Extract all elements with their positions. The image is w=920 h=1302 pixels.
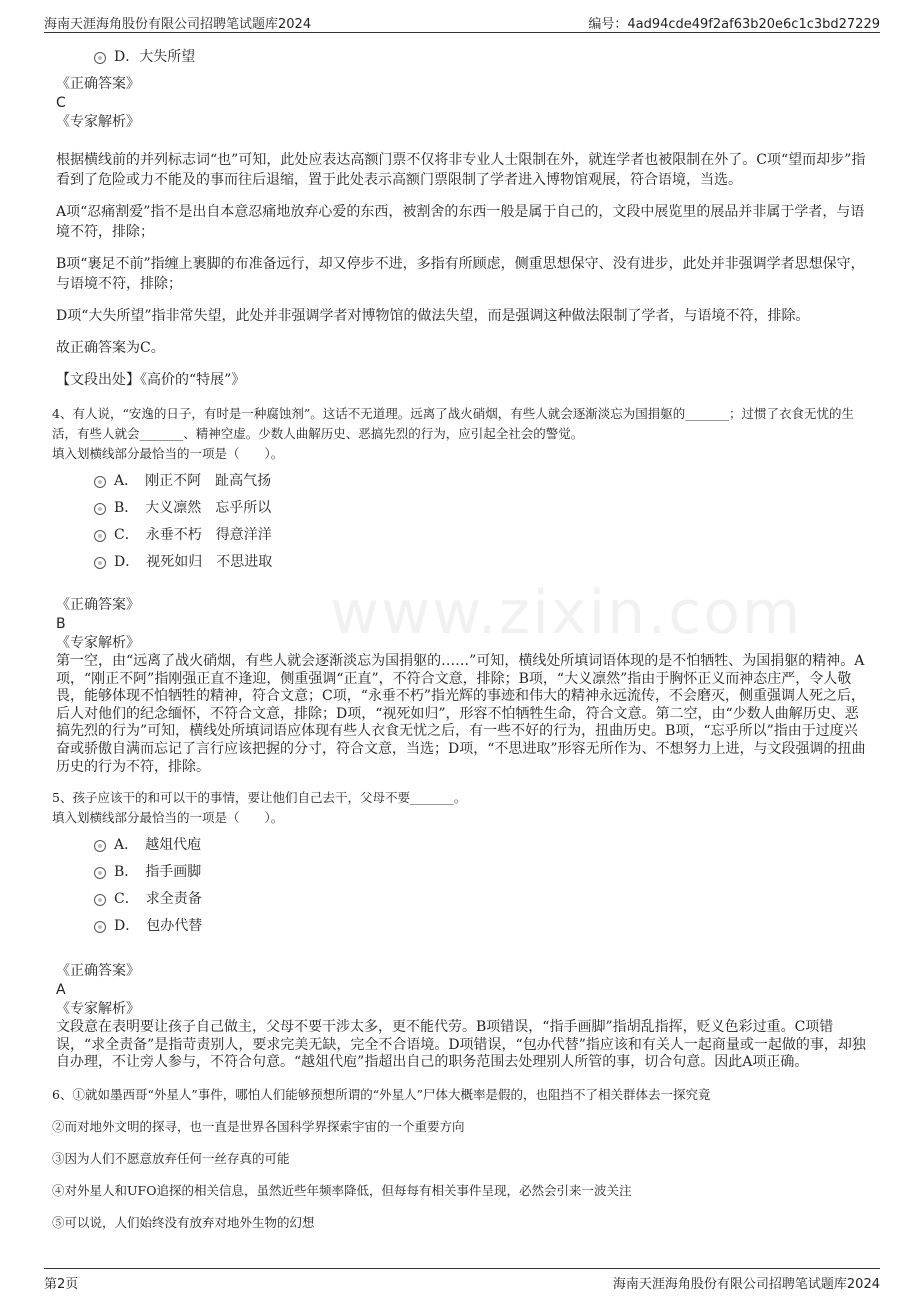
q3-source: 【文段出处】《高价的“特展”》 [56,372,246,388]
option-label: B． 指手画脚 [114,864,202,881]
q5-option-b[interactable] [94,859,868,886]
q3-analysis-p1: 根据横线前的并列标志词“也”可知，此处应表达高额门票不仅将非专业人士限制在外，就连学者也被限制在外了。C项“望而却步”指看到了危险或力不能及的事而往后退缩，置于此处表示高额门票限制了学者进入博物馆观展，符合语境，当选。 [56,152,866,188]
option-label: C． 永垂不朽 得意洋洋 [114,527,272,543]
q6-sentence-5: ⑤可以说，人们始终没有放弃对地外生物的幻想 [52,1214,315,1230]
radio-icon[interactable] [94,894,106,906]
q4-option-b[interactable] [94,495,868,522]
option-label: D．大失所望 [114,49,196,65]
q3-analysis-p2: A项“忍痛割爱”指不是出自本意忍痛地放弃心爱的东西，被割舍的东西一般是属于自己的，文段中展览里的展品并非属于学者，与语境不符，排除； [56,204,865,240]
option-label: D． 包办代替 [114,918,203,935]
q3-option-d[interactable] [94,44,868,71]
radio-icon[interactable] [94,52,106,64]
q6-sentence-4: ④对外星人和UFO追探的相关信息，虽然近些年频率降低，但每每有相关事件呈现，必然会引来一波关注 [52,1182,632,1198]
option-label: B． 大义凛然 忘乎所以 [114,500,272,516]
footer-title: 海南天涯海角股份有限公司招聘笔试题库2024 [612,1277,880,1292]
q6-sentence-2: ②而对地外文明的探寻，也一直是世界各国科学界探索宇宙的一个重要方向 [52,1118,465,1134]
q4-answer: B [56,616,66,632]
radio-icon[interactable] [94,530,106,542]
radio-icon[interactable] [94,840,106,852]
radio-icon[interactable] [94,921,106,933]
page-header [44,10,880,33]
q4-option-a[interactable] [94,468,868,495]
header-code: 编号：4ad94cde49f2af63b20e6c1c3bd27229 [588,17,880,32]
header-title: 海南天涯海角股份有限公司招聘笔试题库2024 [44,17,312,32]
q5-prompt: 填入划横线部分最恰当的一项是（ ）。 [52,810,284,826]
q3-analysis-p5: 故正确答案为C。 [56,340,165,356]
option-label: A． 越俎代庖 [114,837,202,854]
page-content [52,44,868,1232]
q5-answer: A [56,982,66,999]
q6-sentence-1: 6、①就如墨西哥“外星人”事件，哪怕人们能够预想所谓的“外星人”尸体大概率是假的，也阻挡不了相关群体去一探究竟 [52,1086,711,1102]
q3-answer-label: 《正确答案》 [56,76,140,92]
page-footer [44,1268,880,1293]
q4-option-d[interactable] [94,549,868,576]
q4-stem: 4、有人说，“安逸的日子，有时是一种腐蚀剂”。这话不无道理。远离了战火硝烟，有些人就会逐渐淡忘为国捐躯的_______；过惯了衣食无忧的生活，有些人就会_______、精神空虚。少数人曲解历史、恶搞先烈的行为，应引起全社会的警觉。 [52,406,854,441]
watermark: www.zixin.com [330,578,803,648]
q5-analysis-label: 《专家解析》 [56,1001,140,1018]
radio-icon[interactable] [94,557,106,569]
radio-icon[interactable] [94,476,106,488]
q4-analysis-label: 《专家解析》 [56,635,140,651]
q5-option-c[interactable] [94,886,868,913]
footer-page-number: 第2页 [44,1277,79,1292]
q4-prompt: 填入划横线部分最恰当的一项是（ ）。 [52,446,284,461]
q3-analysis-p4: D项“大失所望”指非常失望，此处并非强调学者对博物馆的做法失望，而是强调这种做法限制了学者，与语境不符，排除。 [56,308,810,324]
q6-sentence-3: ③因为人们不愿意放弃任何一丝存真的可能 [52,1150,290,1166]
q3-analysis-p3: B项“裹足不前”指缠上裹脚的布准备远行，却又停步不进，多指有所顾虑，侧重思想保守、没有进步，此处并非强调学者思想保守，与语境不符，排除； [56,256,865,292]
q4-analysis: 第一空，由“远离了战火硝烟，有些人就会逐渐淡忘为国捐躯的……”可知，横线处所填词语体现的是不怕牺牲、为国捐躯的精神。A项，“刚正不阿”指刚强正直不逢迎，侧重强调“正直”，不符合文意，排除；B项，“大义凛然”指由于胸怀正义而神态庄严，令人敬畏，能够体现不怕牺牲的精神，符合文意；C项，“永垂不朽”指光辉的事迹和伟大的精神永远流传，不会磨灭，侧重强调人死之后，后人对他们的纪念缅怀，不符合文意，排除；D项，“视死如归”，形容不怕牺牲生命，符合文意。第二空，由“少数人曲解历史、恶搞先烈的行为”可知，横线处所填词语应体现有些人衣食无忧之后，有一些不好的行为，扭曲历史。B项，“忘乎所以”指由于过度兴奋或骄傲自满而忘记了言行应该把握的分寸，符合文意，当选；D项，“不思进取”形容无所作为、不想努力上进，与文段强调的扭曲历史的行为不符，排除。 [56,653,866,775]
q3-analysis-label: 《专家解析》 [56,114,140,130]
q3-answer: C [56,95,66,111]
q5-analysis: 文段意在表明要让孩子自己做主，父母不要干涉太多，更不能代劳。B项错误，“指手画脚”指胡乱指挥，贬义色彩过重。C项错误，“求全责备”是指苛责别人，要求完美无缺，完全不合语境。D项错误，“包办代替”指应该和有关人一起商量或一起做的事，却独自办理，不让旁人参与，不符合句意。“越俎代庖”指超出自己的职务范围去处理别人所管的事，切合句意。因此A项正确。 [56,1019,866,1071]
q5-option-a[interactable] [94,832,868,859]
option-label: D． 视死如归 不思进取 [114,554,273,570]
option-label: C． 求全责备 [114,891,202,908]
q5-stem: 5、孩子应该干的和可以干的事情，要让他们自己去干，父母不要_______。 [52,790,467,806]
q4-answer-label: 《正确答案》 [56,597,140,613]
q5-option-d[interactable] [94,913,868,940]
q4-option-c[interactable] [94,522,868,549]
radio-icon[interactable] [94,503,106,515]
radio-icon[interactable] [94,867,106,879]
q5-answer-label: 《正确答案》 [56,963,140,980]
option-label: A． 刚正不阿 趾高气扬 [114,473,272,489]
